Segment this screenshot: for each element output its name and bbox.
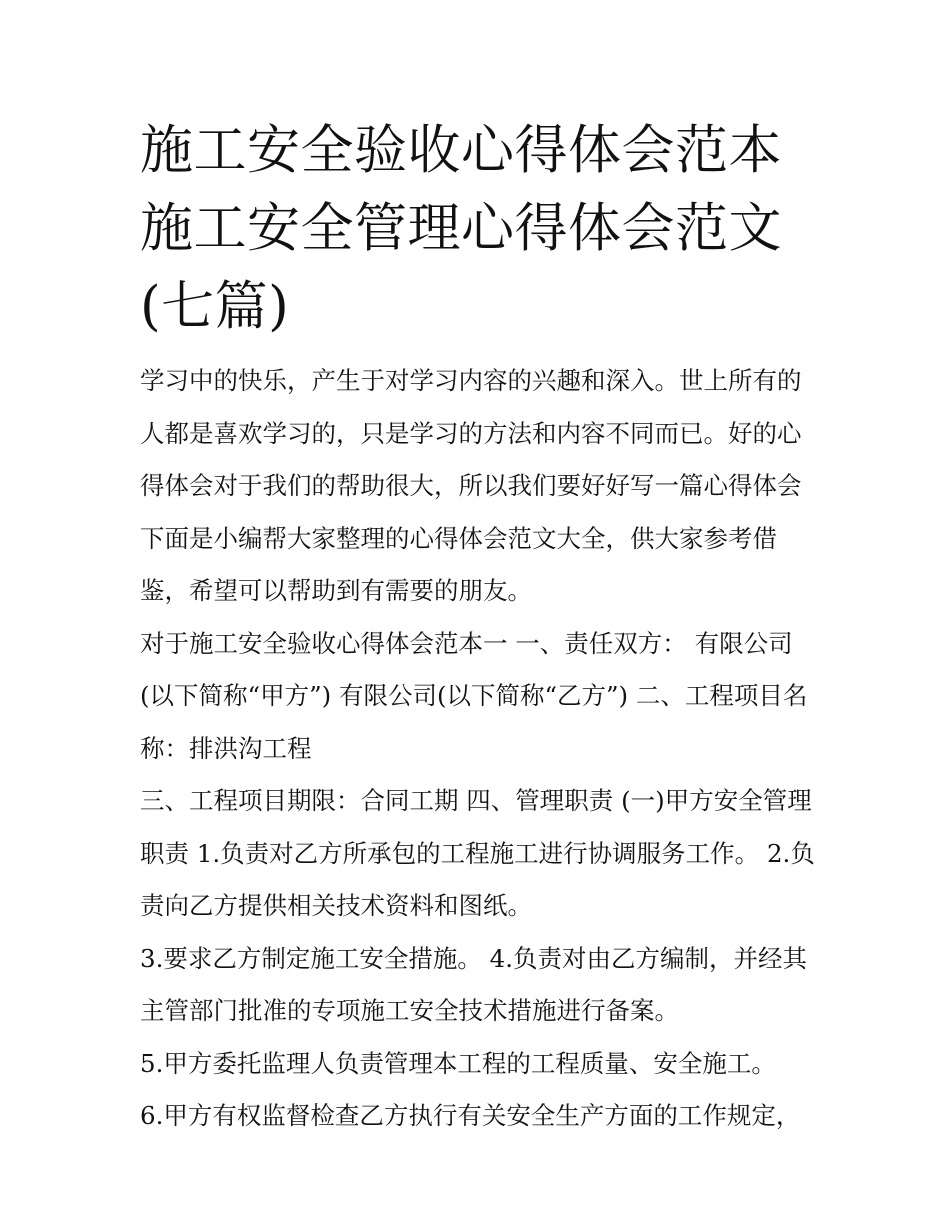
paragraph-intro: 学习中的快乐，产生于对学习内容的兴趣和深入。世上所有的人都是喜欢学习的，只是学习的方法和内容不同而已。好的心得体会对于我们的帮助很大，所以我们要好好写一篇心得体会下面是小编帮大家整理的心得体会范文大全，供大家参考借鉴，希望可以帮助到有需要的朋友。 <box>140 366 802 605</box>
paragraph-safety-measures: 3.要求乙方制定施工安全措施。 4.负责对由乙方编制，并经其主管部门批准的专项施工安全技术措施进行备案。 <box>140 943 808 1025</box>
document-body <box>140 355 820 1143</box>
paragraph-duties: 三、工程项目期限：合同工期 四、管理职责 (一)甲方安全管理职责 1.负责对乙方所承包的工程施工进行协调服务工作。 2.负责向乙方提供相关技术资料和图纸。 <box>140 786 815 920</box>
paragraph-parties: 对于施工安全验收心得体会范本一 一、责任双方： 有限公司(以下简称“甲方”) 有限公司(以下简称“乙方”) 二、工程项目名称：排洪沟工程 <box>140 628 808 763</box>
document-title: 施工安全验收心得体会范本 施工安全管理心得体会范文(七篇) <box>140 120 782 337</box>
paragraph-inspection: 6.甲方有权监督检查乙方执行有关安全生产方面的工作规定， <box>140 1101 801 1130</box>
paragraph-supervision: 5.甲方委托监理人负责管理本工程的工程质量、安全施工。 <box>140 1048 776 1078</box>
